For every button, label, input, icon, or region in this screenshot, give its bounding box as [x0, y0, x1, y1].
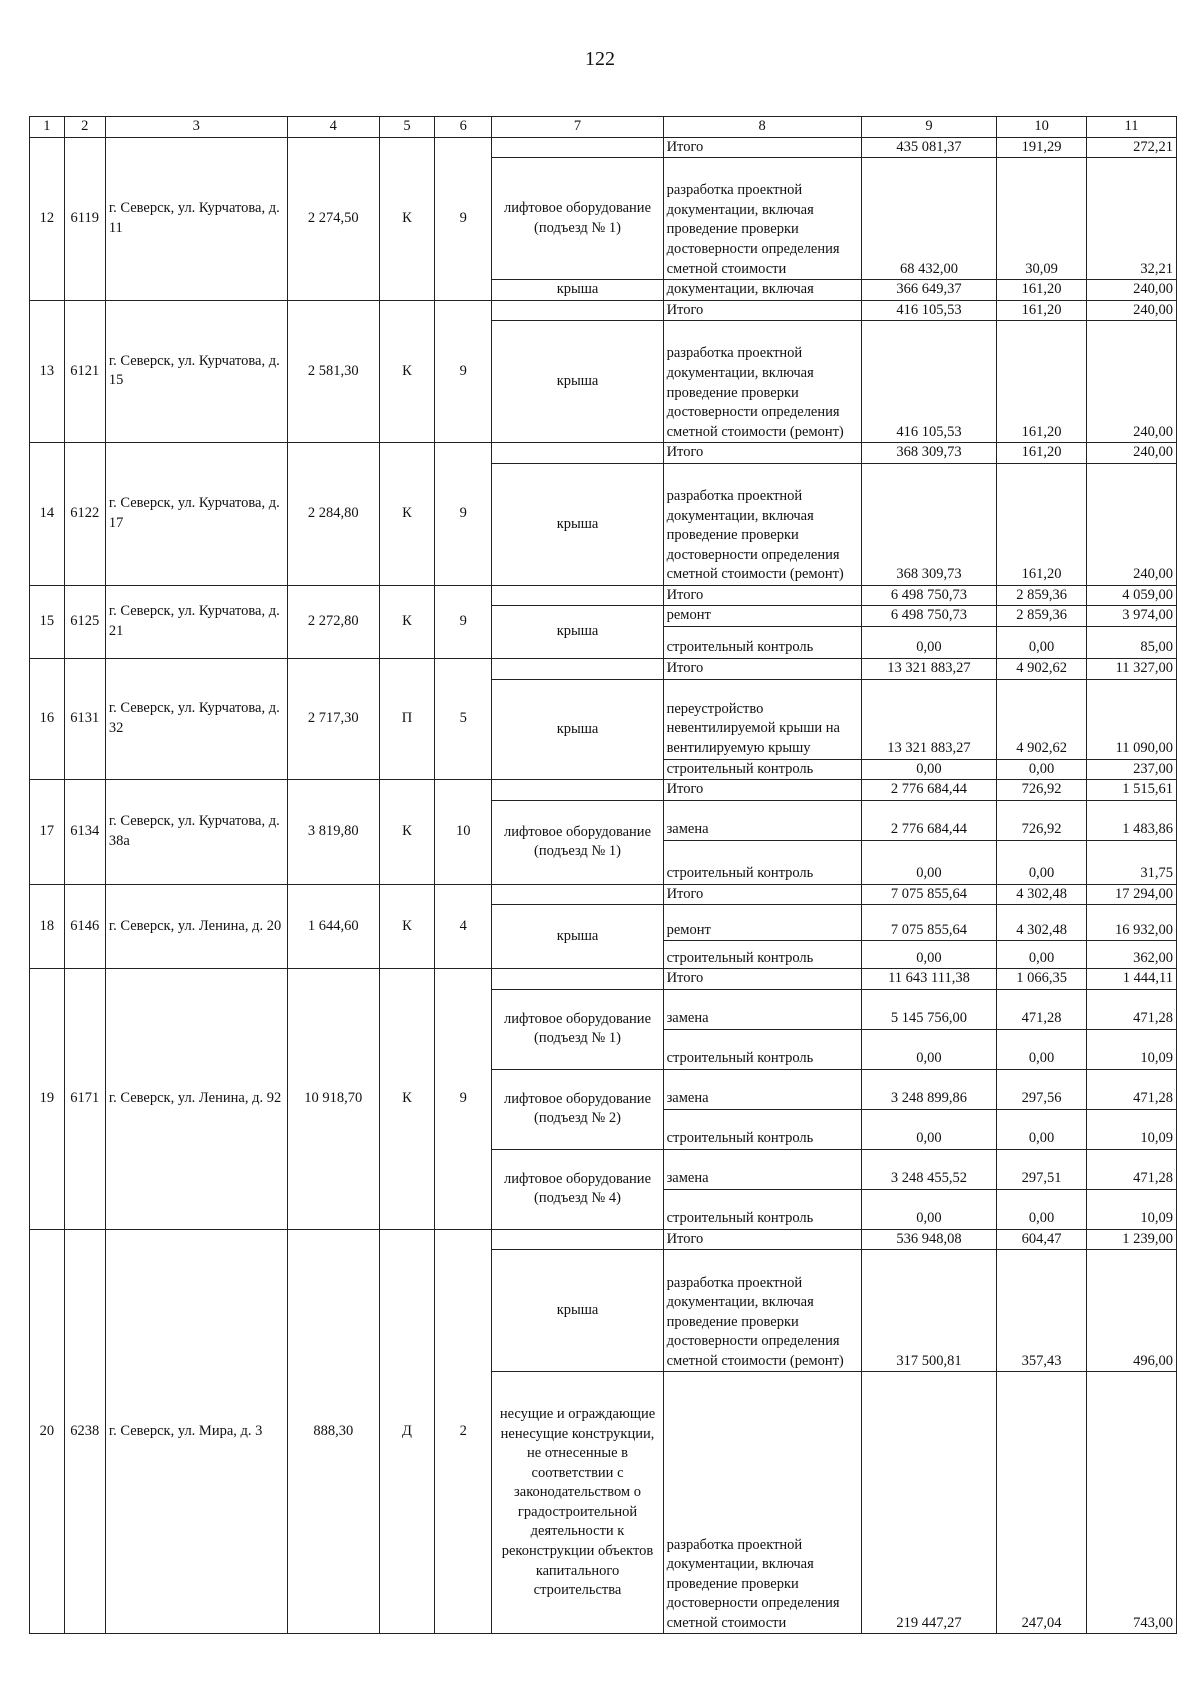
- cost-limit: 272,21: [1087, 137, 1177, 158]
- wall-material: К: [379, 585, 434, 658]
- structural-element: крыша: [492, 280, 663, 301]
- structural-element: [492, 884, 663, 905]
- work-type: Итого: [663, 969, 861, 990]
- cost-limit: 1 483,86: [1087, 800, 1177, 840]
- cost-per-sqm: 30,09: [997, 158, 1087, 280]
- cost-per-sqm: 2 859,36: [997, 606, 1087, 627]
- cost-per-sqm: 161,20: [997, 463, 1087, 585]
- cost-per-sqm: 0,00: [997, 941, 1087, 969]
- house-area: 10 918,70: [287, 969, 379, 1230]
- house-code: 6134: [64, 780, 105, 885]
- table-row: [30, 443, 1177, 464]
- column-number: 4: [287, 117, 379, 138]
- cost-per-sqm: 247,04: [997, 1372, 1087, 1634]
- cost-per-sqm: 0,00: [997, 626, 1087, 658]
- cost-total: 435 081,37: [861, 137, 996, 158]
- house-address: г. Северск, ул. Ленина, д. 20: [105, 884, 287, 969]
- work-type: Итого: [663, 585, 861, 606]
- work-type: строительный контроль: [663, 1029, 861, 1069]
- work-type: Итого: [663, 137, 861, 158]
- cost-per-sqm: 4 902,62: [997, 679, 1087, 759]
- cost-limit: 10,09: [1087, 1029, 1177, 1069]
- structural-element: [492, 1229, 663, 1250]
- cost-limit: 240,00: [1087, 463, 1177, 585]
- work-type: строительный контроль: [663, 759, 861, 780]
- cost-per-sqm: 604,47: [997, 1229, 1087, 1250]
- cost-total: 536 948,08: [861, 1229, 996, 1250]
- cost-limit: 10,09: [1087, 1109, 1177, 1149]
- house-address: г. Северск, ул. Курчатова, д. 38а: [105, 780, 287, 885]
- cost-per-sqm: 161,20: [997, 443, 1087, 464]
- floor-count: 5: [435, 658, 492, 779]
- cost-limit: 3 974,00: [1087, 606, 1177, 627]
- work-type: Итого: [663, 658, 861, 679]
- house-code: 6131: [64, 658, 105, 779]
- wall-material: К: [379, 300, 434, 443]
- work-type: разработка проектной документации, включая проведение проверки достоверности определения сметной стоимости: [663, 158, 861, 280]
- structural-element: [492, 443, 663, 464]
- cost-total: 3 248 899,86: [861, 1069, 996, 1109]
- cost-total: 2 776 684,44: [861, 800, 996, 840]
- cost-per-sqm: 161,20: [997, 321, 1087, 443]
- structural-element: лифтовое оборудование (подъезд № 1): [492, 158, 663, 280]
- work-type: замена: [663, 1149, 861, 1189]
- cost-total: 366 649,37: [861, 280, 996, 301]
- cost-total: 6 498 750,73: [861, 606, 996, 627]
- column-number: 6: [435, 117, 492, 138]
- house-address: г. Северск, ул. Курчатова, д. 21: [105, 585, 287, 658]
- row-number: 12: [30, 137, 65, 300]
- structural-element: крыша: [492, 679, 663, 780]
- column-number: 9: [861, 117, 996, 138]
- cost-limit: 85,00: [1087, 626, 1177, 658]
- work-type: Итого: [663, 884, 861, 905]
- house-code: 6146: [64, 884, 105, 969]
- cost-total: 0,00: [861, 626, 996, 658]
- cost-limit: 237,00: [1087, 759, 1177, 780]
- column-number: 8: [663, 117, 861, 138]
- work-type: документации, включая: [663, 280, 861, 301]
- cost-total: 368 309,73: [861, 463, 996, 585]
- house-area: 3 819,80: [287, 780, 379, 885]
- column-number: 10: [997, 117, 1087, 138]
- cost-per-sqm: 471,28: [997, 989, 1087, 1029]
- row-number: 18: [30, 884, 65, 969]
- cost-limit: 16 932,00: [1087, 905, 1177, 941]
- cost-total: 11 643 111,38: [861, 969, 996, 990]
- wall-material: П: [379, 658, 434, 779]
- cost-limit: 240,00: [1087, 280, 1177, 301]
- work-type: строительный контроль: [663, 840, 861, 884]
- row-number: 14: [30, 443, 65, 586]
- cost-per-sqm: 161,20: [997, 300, 1087, 321]
- floor-count: 9: [435, 300, 492, 443]
- cost-limit: 32,21: [1087, 158, 1177, 280]
- wall-material: К: [379, 780, 434, 885]
- work-type: ремонт: [663, 606, 861, 627]
- structural-element: крыша: [492, 1250, 663, 1372]
- row-number: 20: [30, 1229, 65, 1634]
- work-type: разработка проектной документации, включая проведение проверки достоверности определения сметной стоимости (ремонт): [663, 1250, 861, 1372]
- structural-element: несущие и ограждающие ненесущие конструкции, не отнесенные в соответствии с законодательством о градостроительной деятельности к реконструкции объектов капитального строительства: [492, 1372, 663, 1634]
- cost-total: 0,00: [861, 759, 996, 780]
- floor-count: 9: [435, 443, 492, 586]
- capital-repair-table: [29, 116, 1177, 1634]
- cost-total: 6 498 750,73: [861, 585, 996, 606]
- structural-element: [492, 137, 663, 158]
- house-code: 6121: [64, 300, 105, 443]
- work-type: замена: [663, 989, 861, 1029]
- house-address: г. Северск, ул. Курчатова, д. 17: [105, 443, 287, 586]
- structural-element: крыша: [492, 606, 663, 659]
- cost-limit: 471,28: [1087, 989, 1177, 1029]
- cost-limit: 31,75: [1087, 840, 1177, 884]
- house-area: 2 284,80: [287, 443, 379, 586]
- structural-element: [492, 658, 663, 679]
- table-row: [30, 780, 1177, 801]
- row-number: 16: [30, 658, 65, 779]
- cost-limit: 743,00: [1087, 1372, 1177, 1634]
- house-address: г. Северск, ул. Ленина, д. 92: [105, 969, 287, 1230]
- work-type: замена: [663, 1069, 861, 1109]
- house-area: 2 272,80: [287, 585, 379, 658]
- cost-total: 2 776 684,44: [861, 780, 996, 801]
- column-number: 3: [105, 117, 287, 138]
- cost-limit: 496,00: [1087, 1250, 1177, 1372]
- cost-limit: 1 515,61: [1087, 780, 1177, 801]
- cost-limit: 362,00: [1087, 941, 1177, 969]
- wall-material: К: [379, 884, 434, 969]
- cost-total: 416 105,53: [861, 321, 996, 443]
- work-type: Итого: [663, 300, 861, 321]
- cost-per-sqm: 297,56: [997, 1069, 1087, 1109]
- table-row: [30, 585, 1177, 606]
- cost-limit: 11 327,00: [1087, 658, 1177, 679]
- wall-material: К: [379, 137, 434, 300]
- structural-element: [492, 300, 663, 321]
- wall-material: Д: [379, 1229, 434, 1634]
- cost-total: 368 309,73: [861, 443, 996, 464]
- table-row: [30, 969, 1177, 990]
- floor-count: 10: [435, 780, 492, 885]
- work-type: разработка проектной документации, включая проведение проверки достоверности определения сметной стоимости (ремонт): [663, 463, 861, 585]
- work-type: разработка проектной документации, включая проведение проверки достоверности определения сметной стоимости (ремонт): [663, 321, 861, 443]
- house-area: 2 717,30: [287, 658, 379, 779]
- table-row: [30, 884, 1177, 905]
- cost-limit: 240,00: [1087, 321, 1177, 443]
- column-number-row: [30, 117, 1177, 138]
- cost-per-sqm: 0,00: [997, 759, 1087, 780]
- cost-limit: 4 059,00: [1087, 585, 1177, 606]
- work-type: Итого: [663, 443, 861, 464]
- cost-per-sqm: 357,43: [997, 1250, 1087, 1372]
- cost-per-sqm: 161,20: [997, 280, 1087, 301]
- cost-per-sqm: 0,00: [997, 1189, 1087, 1229]
- house-area: 1 644,60: [287, 884, 379, 969]
- structural-element: крыша: [492, 321, 663, 443]
- cost-per-sqm: 297,51: [997, 1149, 1087, 1189]
- table-row: [30, 137, 1177, 158]
- house-address: г. Северск, ул. Курчатова, д. 32: [105, 658, 287, 779]
- cost-total: 219 447,27: [861, 1372, 996, 1634]
- wall-material: К: [379, 443, 434, 586]
- row-number: 13: [30, 300, 65, 443]
- floor-count: 9: [435, 969, 492, 1230]
- cost-total: 416 105,53: [861, 300, 996, 321]
- house-address: г. Северск, ул. Мира, д. 3: [105, 1229, 287, 1634]
- table-row: [30, 1229, 1177, 1250]
- cost-total: 3 248 455,52: [861, 1149, 996, 1189]
- floor-count: 9: [435, 137, 492, 300]
- work-type: Итого: [663, 780, 861, 801]
- floor-count: 9: [435, 585, 492, 658]
- house-code: 6122: [64, 443, 105, 586]
- structural-element: крыша: [492, 463, 663, 585]
- cost-total: 7 075 855,64: [861, 884, 996, 905]
- cost-total: 0,00: [861, 1109, 996, 1149]
- house-area: 2 581,30: [287, 300, 379, 443]
- row-number: 17: [30, 780, 65, 885]
- structural-element: лифтовое оборудование (подъезд № 4): [492, 1149, 663, 1229]
- work-type: строительный контроль: [663, 941, 861, 969]
- house-area: 888,30: [287, 1229, 379, 1634]
- cost-per-sqm: 0,00: [997, 840, 1087, 884]
- cost-total: 0,00: [861, 840, 996, 884]
- work-type: Итого: [663, 1229, 861, 1250]
- cost-per-sqm: 726,92: [997, 780, 1087, 801]
- structural-element: крыша: [492, 905, 663, 969]
- house-code: 6238: [64, 1229, 105, 1634]
- structural-element: [492, 585, 663, 606]
- cost-limit: 240,00: [1087, 443, 1177, 464]
- cost-total: 5 145 756,00: [861, 989, 996, 1029]
- floor-count: 2: [435, 1229, 492, 1634]
- structural-element: лифтовое оборудование (подъезд № 1): [492, 800, 663, 884]
- house-area: 2 274,50: [287, 137, 379, 300]
- work-type: строительный контроль: [663, 1189, 861, 1229]
- cost-total: 0,00: [861, 1029, 996, 1069]
- work-type: ремонт: [663, 905, 861, 941]
- cost-total: 13 321 883,27: [861, 679, 996, 759]
- work-type: переустройство невентилируемой крыши на вентилируемую крышу: [663, 679, 861, 759]
- row-number: 15: [30, 585, 65, 658]
- cost-per-sqm: 0,00: [997, 1109, 1087, 1149]
- cost-per-sqm: 726,92: [997, 800, 1087, 840]
- cost-per-sqm: 1 066,35: [997, 969, 1087, 990]
- cost-limit: 1 239,00: [1087, 1229, 1177, 1250]
- row-number: 19: [30, 969, 65, 1230]
- cost-total: 0,00: [861, 1189, 996, 1229]
- cost-per-sqm: 2 859,36: [997, 585, 1087, 606]
- column-number: 1: [30, 117, 65, 138]
- cost-per-sqm: 0,00: [997, 1029, 1087, 1069]
- structural-element: лифтовое оборудование (подъезд № 1): [492, 989, 663, 1069]
- table-row: [30, 658, 1177, 679]
- work-type: разработка проектной документации, включая проведение проверки достоверности определения сметной стоимости: [663, 1372, 861, 1634]
- cost-limit: 1 444,11: [1087, 969, 1177, 990]
- cost-total: 317 500,81: [861, 1250, 996, 1372]
- work-type: строительный контроль: [663, 1109, 861, 1149]
- cost-limit: 17 294,00: [1087, 884, 1177, 905]
- cost-total: 68 432,00: [861, 158, 996, 280]
- column-number: 7: [492, 117, 663, 138]
- house-address: г. Северск, ул. Курчатова, д. 11: [105, 137, 287, 300]
- table-row: [30, 300, 1177, 321]
- house-address: г. Северск, ул. Курчатова, д. 15: [105, 300, 287, 443]
- floor-count: 4: [435, 884, 492, 969]
- cost-limit: 11 090,00: [1087, 679, 1177, 759]
- house-code: 6119: [64, 137, 105, 300]
- cost-total: 7 075 855,64: [861, 905, 996, 941]
- column-number: 2: [64, 117, 105, 138]
- wall-material: К: [379, 969, 434, 1230]
- column-number: 5: [379, 117, 434, 138]
- cost-total: 0,00: [861, 941, 996, 969]
- page-number: 122: [585, 48, 615, 70]
- house-code: 6125: [64, 585, 105, 658]
- column-number: 11: [1087, 117, 1177, 138]
- work-type: строительный контроль: [663, 626, 861, 658]
- cost-per-sqm: 4 902,62: [997, 658, 1087, 679]
- cost-per-sqm: 4 302,48: [997, 905, 1087, 941]
- cost-limit: 471,28: [1087, 1069, 1177, 1109]
- structural-element: [492, 969, 663, 990]
- cost-per-sqm: 4 302,48: [997, 884, 1087, 905]
- cost-total: 13 321 883,27: [861, 658, 996, 679]
- structural-element: [492, 780, 663, 801]
- house-code: 6171: [64, 969, 105, 1230]
- work-type: замена: [663, 800, 861, 840]
- structural-element: лифтовое оборудование (подъезд № 2): [492, 1069, 663, 1149]
- cost-limit: 10,09: [1087, 1189, 1177, 1229]
- cost-limit: 471,28: [1087, 1149, 1177, 1189]
- cost-limit: 240,00: [1087, 300, 1177, 321]
- cost-per-sqm: 191,29: [997, 137, 1087, 158]
